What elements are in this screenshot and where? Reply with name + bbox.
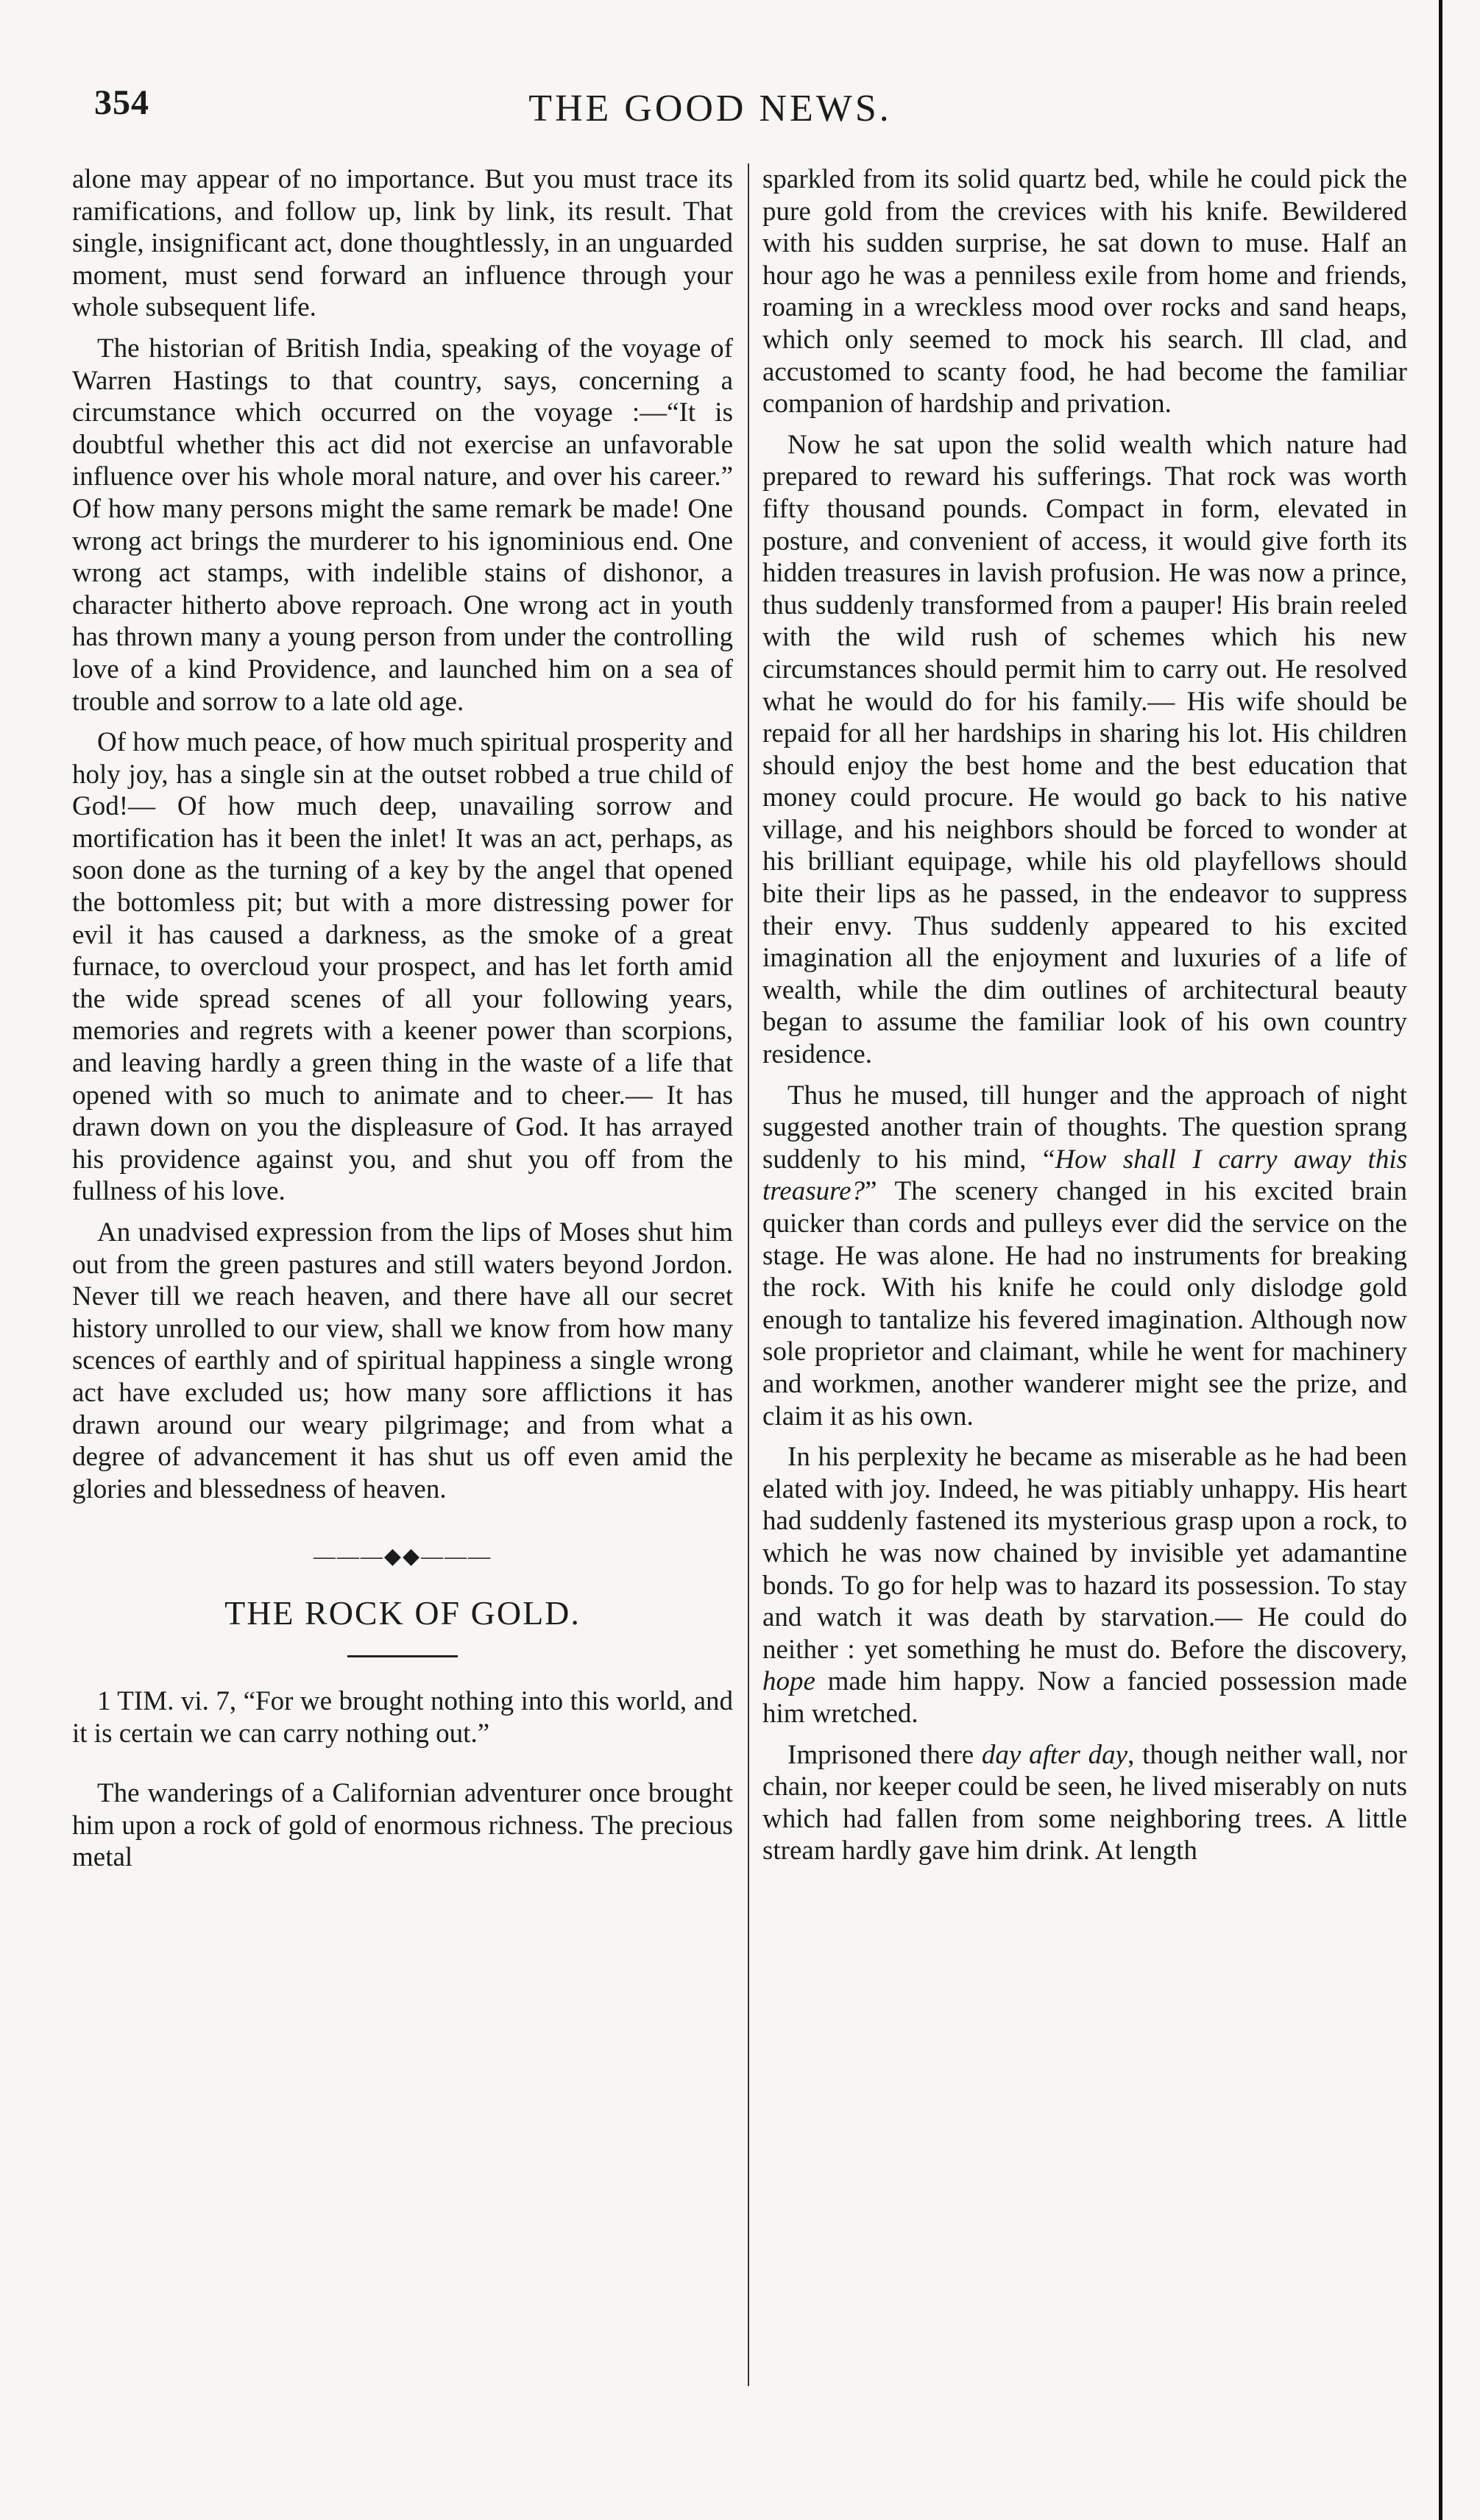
paragraph: The historian of British India, speaking of the voyage of Warren Hastings to that country, says, concerning a circumstance which occurred on the voyage :—“It is doubtful whether this act did not exercise an unfavorable influence over his whole moral nature, and over his career.” Of how many persons might the same remark be made! One wrong act brings the murderer to his ignominious end. One wrong act stamps, with indelible stains of dishonor, a character hitherto above reproach. One wrong act in youth has thrown many a young person from under the controlling love of a kind Providence, and launched him on a sea of trouble and sorrow to a late old age. [72, 333, 733, 717]
page-number: 354 [94, 83, 149, 122]
column-divider [748, 163, 749, 2386]
text-run: Imprisoned there [787, 1739, 982, 1770]
title-rule [347, 1655, 458, 1657]
paragraph [762, 1080, 1407, 1433]
text-run: made him happy. Now a fancied possession made him wretched. [762, 1666, 1407, 1729]
text-run: Thus he mused, till hunger and the approach of night suggested another train of thoughts. The question sprang suddenly to his mind, “ [762, 1080, 1407, 1175]
left-column [72, 163, 733, 1883]
italic-text: day after day [981, 1739, 1128, 1770]
paragraph: sparkled from its solid quartz bed, while he could pick the pure gold from the crevices with his knife. Bewildered with his sudden surprise, he sat down to muse. Half an hour ago he was a penniless exile from home and friends, roaming in a wreckless mood over rocks and sand heaps, which only seemed to mock his search. Ill clad, and accustomed to scanty food, he had become the familiar companion of hardship and privation. [762, 164, 1407, 420]
ornament-divider: ———◆◆——— [313, 1544, 492, 1569]
paragraph: The wanderings of a Californian adventurer once brought him upon a rock of gold of enormous richness. The precious metal [72, 1778, 733, 1873]
text-run: ” The scenery changed in his excited brain quicker than cords and pulleys ever did the service on the stage. He was alone. He had no instruments for breaking the rock. With his knife he could only dislodge gold enough to tantalize his fevered imagination. Although now sole proprietor and claimant, while he went for machinery and workmen, another wanderer might see the prize, and claim it as his own. [762, 1176, 1407, 1431]
article-title: THE ROCK OF GOLD. [224, 1593, 581, 1632]
text-run: In his perplexity he became as miserable as he had been elated with joy. Indeed, he was pitiably unhappy. His heart had suddenly fastened its mysterious grasp upon a rock, to which he was now chained by invisible yet adamantine bonds. To go for help was to hazard its possession. To stay and watch it was death by starvation.— He could do neither : yet something he must do. Before the discovery, [762, 1442, 1407, 1665]
text-run: , though neither wall, nor chain, nor keeper could be seen, he lived miserably on nuts which had fallen from some neighboring trees. A little stream hardly gave him drink. At length [762, 1739, 1407, 1866]
italic-text: How shall I carry away this treasure? [762, 1144, 1407, 1207]
paragraph: alone may appear of no importance. But you must trace its ramifications, and follow up, link by link, its result. That single, insignificant act, done thoughtlessly, in an unguarded moment, must send forward an influence through your whole subsequent life. [72, 164, 733, 323]
paragraph [762, 1441, 1407, 1730]
paragraph: An unadvised expression from the lips of Moses shut him out from the green pastures and still waters beyond Jordon. Never till we reach heaven, and there have all our secret history unrolled to our view, shall we know from how many scences of earthly and of spiritual happiness a single wrong act have excluded us; how many sore afflictions it has drawn around our weary pilgrimage; and from what a degree of advancement it has shut us off even amid the glories and blessedness of heaven. [72, 1217, 733, 1504]
paragraph: Now he sat upon the solid wealth which nature had prepared to reward his sufferings. That rock was worth fifty thousand pounds. Compact in form, elevated in posture, and convenient of access, it would give forth its hidden treasures in lavish profusion. He was now a prince, thus suddenly transformed from a pauper! His brain reeled with the wild rush of schemes which his new circumstances should permit him to carry out. He resolved what he would do for his family.— His wife should be repaid for all her hardships in sharing his lot. His children should enjoy the best home and the best education that money could procure. He would go back to his native village, and his neighbors should be forced to wonder at his brilliant equipage, while his old playfellows should bite their lips as he passed, in the endeavor to suppress their envy. Thus suddenly appeared to his excited imagination all the enjoyment and luxuries of a life of wealth, while the dim outlines of architectural beauty began to assume the familiar look of his own country residence. [762, 429, 1407, 1070]
page-border-right [1439, 0, 1442, 2520]
paragraph [762, 1739, 1407, 1867]
italic-text: hope [762, 1666, 815, 1697]
paragraph: Of how much peace, of how much spiritual prosperity and holy joy, has a single sin at the outset robbed a true child of God!— Of how much deep, unavailing sorrow and mortification has it been the inlet! It was an act, perhaps, as soon done as the turning of a key by the angel that opened the bottomless pit; but with a more distressing power for evil it has caused a darkness, as the smoke of a great furnace, to overcloud your prospect, and has let forth amid the wide spread scenes of all your following years, memories and regrets with a keener power than scorpions, and leaving hardly a green thing in the waste of a life that opened with so much to animate and to cheer.— It has drawn down on you the displeasure of God. It has arrayed his providence against you, and shut you off from the fullness of his love. [72, 727, 733, 1207]
right-column [762, 163, 1407, 1876]
running-title: THE GOOD NEWS. [528, 88, 892, 130]
epigraph: 1 TIM. vi. 7, “For we brought nothing into this world, and it is certain we can carry nothing out.” [72, 1685, 733, 1749]
